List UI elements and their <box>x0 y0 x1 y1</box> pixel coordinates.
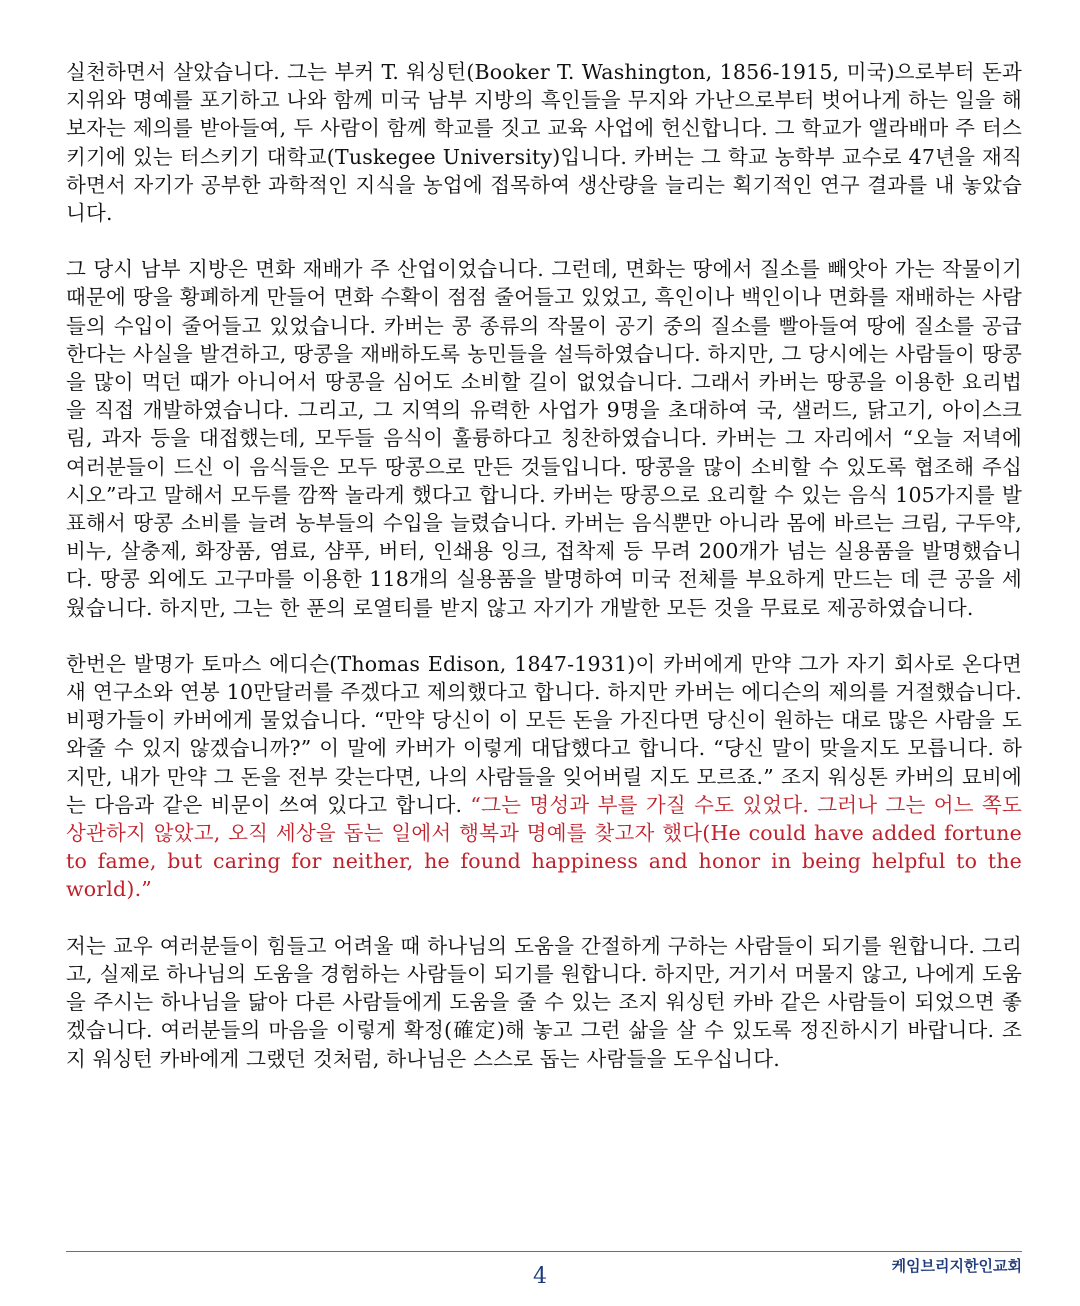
paragraph-3 <box>66 650 1022 904</box>
page-number: 4 <box>533 1264 547 1289</box>
page-body <box>66 58 1022 1101</box>
paragraph-4-text: 저는 교우 여러분들이 힘들고 어려울 때 하나님의 도움을 간절하게 구하는 사람들이 되기를 원합니다. 그리고, 실제로 하나님의 도움을 경험하는 사람들이 되기를 원합니다. 하지만, 거기서 머물지 않고, 나에게 도움을 주시는 하나님을 닮아 다른 사람들에게 도움을 줄 수 있는 조지 워싱턴 카바 같은 사람들이 되었으면 좋겠습니다. 여러분들의 마음을 이렇게 확정(確定)해 놓고 그런 삶을 살 수 있도록 정진하시기 바랍니다. 조지 워싱턴 카바에게 그랬던 것처럼, 하나님은 스스로 돕는 사람들을 도우십니다. <box>66 933 1022 1071</box>
epitaph-quote: “그는 명성과 부를 가질 수도 있었다. 그러나 그는 어느 쪽도 상관하지 않았고, 오직 세상을 돕는 일에서 행복과 명예를 찾고자 했다(He could have added fortune to fame, but caring for neither, he found happiness and honor in being helpful to the world).” <box>66 792 1023 902</box>
footer-divider <box>66 1251 1022 1252</box>
paragraph-2 <box>66 255 1022 622</box>
paragraph-1-text: 실천하면서 살았습니다. 그는 부커 T. 워싱턴(Booker T. Washington, 1856-1915, 미국)으로부터 돈과 지위와 명예를 포기하고 나와 함께 미국 남부 지방의 흑인들을 무지와 가난으로부터 벗어나게 하는 일을 해 보자는 제의를 받아들여, 두 사람이 함께 학교를 짓고 교육 사업에 헌신합니다. 그 학교가 앨라배마 주 터스키기에 있는 터스키기 대학교(Tuskegee University)입니다. 카버는 그 학교 농학부 교수로 47년을 재직하면서 자기가 공부한 과학적인 지식을 농업에 접목하여 생산량을 늘리는 획기적인 연구 결과를 내 놓았습니다. <box>66 60 1022 226</box>
paragraph-1 <box>66 58 1022 227</box>
church-name: 케임브리지한인교회 <box>891 1257 1022 1275</box>
paragraph-2-text: 그 당시 남부 지방은 면화 재배가 주 산업이었습니다. 그런데, 면화는 땅에서 질소를 빼앗아 가는 작물이기 때문에 땅을 황폐하게 만들어 면화 수확이 점점 줄어들고 있었고, 흑인이나 백인이나 면화를 재배하는 사람들의 수입이 줄어들고 있었습니다. 카버는 콩 종류의 작물이 공기 중의 질소를 빨아들여 땅에 질소를 공급한다는 사실을 발견하고, 땅콩을 재배하도록 농민들을 설득하였습니다. 하지만, 그 당시에는 사람들이 땅콩을 많이 먹던 때가 아니어서 땅콩을 심어도 소비할 길이 없었습니다. 그래서 카버는 땅콩을 이용한 요리법을 직접 개발하였습니다. 그리고, 그 지역의 유력한 사업가 9명을 초대하여 국, 샐러드, 닭고기, 아이스크림, 과자 등을 대접했는데, 모두들 음식이 훌륭하다고 칭찬하였습니다. 카버는 그 자리에서 “오늘 저녁에 여러분들이 드신 이 음식들은 모두 땅콩으로 만든 것들입니다. 땅콩을 많이 소비할 수 있도록 협조해 주십시오”라고 말해서 모두를 깜짝 놀라게 했다고 합니다. 카버는 땅콩으로 요리할 수 있는 음식 105가지를 발표해서 땅콩 소비를 늘려 농부들의 수입을 늘렸습니다. 카버는 음식뿐만 아니라 몸에 바르는 크림, 구두약, 비누, 살충제, 화장품, 염료, 샴푸, 버터, 인쇄용 잉크, 접착제 등 무려 200개가 넘는 실용품을 발명했습니다. 땅콩 외에도 고구마를 이용한 118개의 실용품을 발명하여 미국 전체를 부요하게 만드는 데 큰 공을 세웠습니다. 하지만, 그는 한 푼의 로열티를 받지 않고 자기가 개발한 모든 것을 무료로 제공하였습니다. <box>66 257 1022 620</box>
paragraph-3-text: 한번은 발명가 토마스 에디슨(Thomas Edison, 1847-1931)이 카버에게 만약 그가 자기 회사로 온다면 새 연구소와 연봉 10만달러를 주겠다고 제의했다고 합니다. 하지만 카버는 에디슨의 제의를 거절했습니다. 비평가들이 카버에게 물었습니다. “만약 당신이 이 모든 돈을 가진다면 당신이 원하는 대로 많은 사람을 도와줄 수 있지 않겠습니까?” 이 말에 카버가 이렇게 대답했다고 합니다. “당신 말이 맞을지도 모릅니다. 하지만, 내가 만약 그 돈을 전부 갖는다면, 나의 사람들을 잊어버릴 지도 모르죠.” 조지 워싱톤 카버의 묘비에는 다음과 같은 비문이 쓰여 있다고 합니다. <box>66 651 1022 817</box>
paragraph-4 <box>66 932 1022 1073</box>
